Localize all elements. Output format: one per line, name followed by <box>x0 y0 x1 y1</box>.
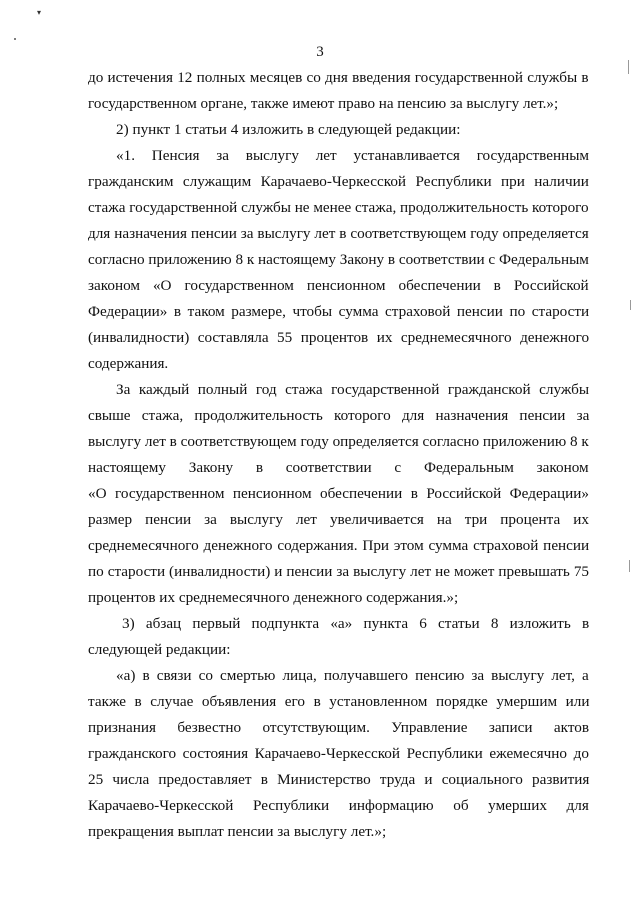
text-line: 25 числа предоставляет в Министерство труда и социального развития <box>88 771 590 788</box>
text-line: содержания. <box>88 355 169 372</box>
scan-speck <box>14 38 16 40</box>
text-line: согласно приложению 8 к настоящему Закону в соответствии с Федеральным <box>88 251 589 268</box>
text-line: среднемесячного денежного содержания. При этом сумма страховой пенсии <box>88 537 590 554</box>
scan-speck <box>629 560 630 572</box>
text-line: свыше стажа, продолжительность которого для назначения пенсии за <box>88 407 590 424</box>
text-line: признания безвестно отсутствующим. Управление записи актов <box>88 719 590 736</box>
scan-speck <box>630 300 631 310</box>
text-line: для назначения пенсии за выслугу лет в соответствующем году определяется <box>88 225 589 242</box>
text-line: гражданского состояния Карачаево-Черкесской Республики ежемесячно до <box>88 745 589 762</box>
text-line: Федерации» в таком размере, чтобы сумма страховой пенсии по старости <box>88 303 590 320</box>
text-line: стажа государственной службы не менее стажа, продолжительность которого <box>88 199 589 216</box>
text-line: 2) пункт 1 статьи 4 изложить в следующей редакции: <box>116 121 461 138</box>
scan-speck <box>628 60 629 74</box>
text-line: законом «О государственном пенсионном обеспечении в Российской <box>88 277 589 294</box>
text-line: 3) абзац первый подпункта «а» пункта 6 статьи 8 изложить в <box>122 615 590 632</box>
text-line: до истечения 12 полных месяцев со дня введения государственной службы в <box>88 69 589 86</box>
text-line: выслугу лет в соответствующем году определяется согласно приложению 8 к <box>88 433 589 450</box>
text-line: размер пенсии за выслугу лет увеличивается на три процента их <box>88 511 589 528</box>
text-line: «1. Пенсия за выслугу лет устанавливается государственным <box>116 147 590 164</box>
text-line: За каждый полный год стажа государственной гражданской службы <box>116 381 590 398</box>
text-line: процентов их среднемесячного денежного содержания.»; <box>88 589 459 606</box>
text-line: следующей редакции: <box>88 641 231 658</box>
text-line: по старости (инвалидности) и пенсии за выслугу лет не может превышать 75 <box>88 563 590 580</box>
text-line: «а) в связи со смертью лица, получавшего пенсию за выслугу лет, а <box>116 667 589 684</box>
text-line: прекращения выплат пенсии за выслугу лет.»; <box>88 823 387 840</box>
page-number: 3 <box>316 44 324 60</box>
text-line: Карачаево-Черкесской Республики информацию об умерших для <box>88 797 589 814</box>
text-line: государственном органе, также имеют право на пенсию за выслугу лет.»; <box>88 95 559 112</box>
text-line: (инвалидности) составляла 55 процентов их среднемесячного денежного <box>88 329 590 346</box>
text-line: гражданским служащим Карачаево-Черкесской Республики при наличии <box>88 173 589 190</box>
text-line: также в случае объявления его в установленном порядке умершим или <box>88 693 590 710</box>
text-line: настоящему Закону в соответствии с Федеральным законом <box>88 459 589 476</box>
scan-mark: ▾ <box>37 8 42 17</box>
text-line: «О государственном пенсионном обеспечении в Российской Федерации» <box>88 485 589 502</box>
